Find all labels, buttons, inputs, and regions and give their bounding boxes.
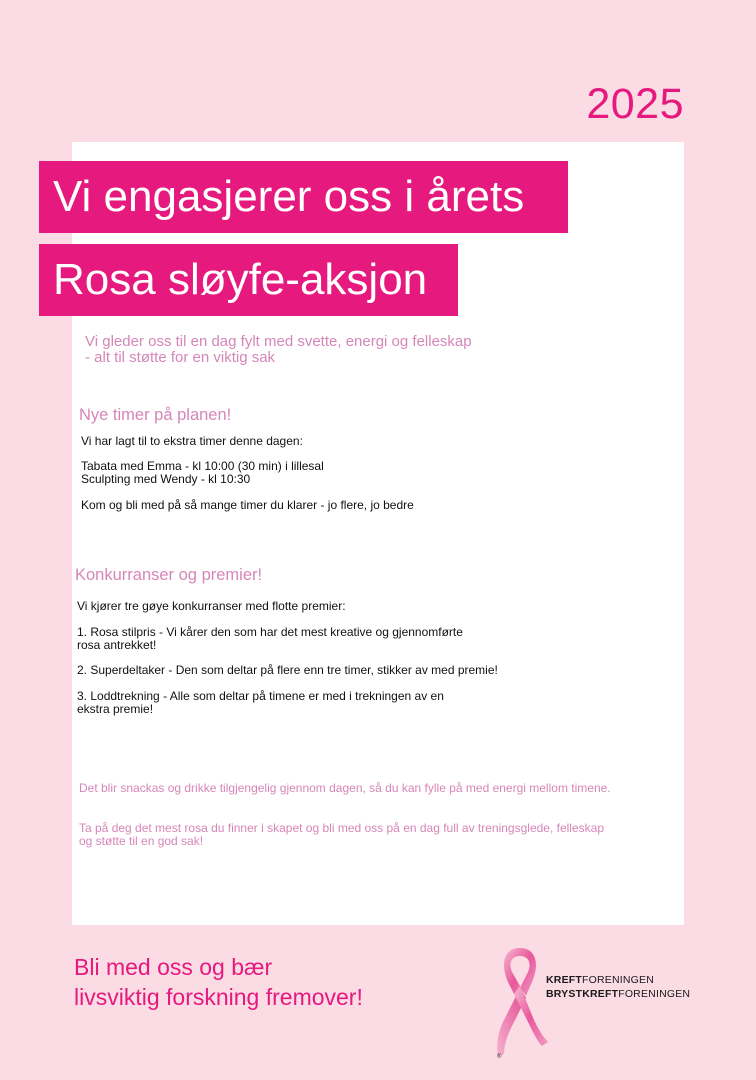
org2-rest: FORENINGEN (618, 988, 691, 1000)
footer-slogan (74, 952, 363, 1012)
contest-item-1-line2: rosa antrekket! (77, 638, 157, 652)
contest-item-2: 2. Superdeltaker - Den som deltar på flere enn tre timer, stikker av med premie! (77, 663, 498, 677)
snacks-note: Det blir snackas og drikke tilgjengelig gjennom dagen, så du kan fylle på med energi mellom timene. (79, 781, 611, 795)
contest-item-3-line1: 3. Loddtrekning - Alle som deltar på timene er med i trekningen av en (77, 689, 444, 703)
organization-logo-text (546, 973, 690, 1001)
classes-intro: Vi har lagt til to ekstra timer denne dagen: (81, 434, 303, 448)
tagline-line2: - alt til støtte for en viktig sak (85, 349, 276, 366)
year-label: 2025 (586, 80, 684, 128)
class-item-tabata: Tabata med Emma - kl 10:00 (30 min) i lillesal (81, 459, 324, 473)
footer-slogan-line1: Bli med oss og bær (74, 954, 273, 980)
tagline-line1: Vi gleder oss til en dag fylt med svette, energi og felleskap (85, 333, 472, 350)
registered-mark: ® (497, 1054, 502, 1060)
contests-intro: Vi kjører tre gøye konkurranser med flotte premier: (77, 599, 346, 613)
org1-rest: FORENINGEN (582, 974, 655, 986)
headline-banner-line2: Rosa sløyfe-aksjon (39, 244, 458, 316)
closing-note-line1: Ta på deg det mest rosa du finner i skapet og bli med oss på en dag full av treningsglede, felleskap (79, 821, 604, 835)
headline-banner-line1: Vi engasjerer oss i årets (39, 161, 568, 233)
org1-bold: KREFT (546, 974, 582, 986)
contests-heading: Konkurranser og premier! (75, 566, 263, 584)
pink-ribbon-icon (490, 942, 550, 1064)
org2-bold: BRYSTKREFT (546, 988, 619, 1000)
contest-item-3-line2: ekstra premie! (77, 702, 154, 716)
contest-item-1-line1: 1. Rosa stilpris - Vi kårer den som har det mest kreative og gjennomførte (77, 625, 463, 639)
tagline (85, 334, 565, 366)
classes-heading: Nye timer på planen! (79, 406, 232, 424)
class-item-sculpting: Sculpting med Wendy - kl 10:30 (81, 472, 251, 486)
footer-slogan-line2: livsviktig forskning fremover! (74, 984, 363, 1010)
closing-note-line2: og støtte til en god sak! (79, 834, 204, 848)
classes-invite: Kom og bli med på så mange timer du klarer - jo flere, jo bedre (81, 498, 414, 512)
